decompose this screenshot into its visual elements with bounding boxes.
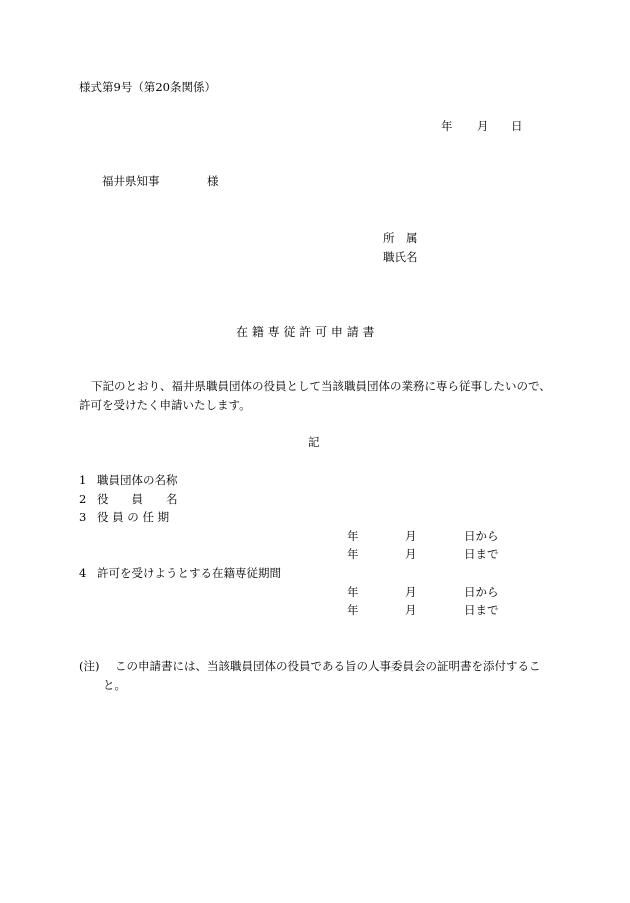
item-number: 3 bbox=[79, 510, 87, 524]
period-from-year: 年 bbox=[347, 585, 359, 599]
period-from-day: 日から bbox=[464, 585, 499, 599]
term-to-day: 日まで bbox=[464, 547, 499, 561]
affiliation-label: 所 属 bbox=[383, 231, 418, 245]
date-year: 年 bbox=[441, 119, 453, 133]
date-month: 月 bbox=[477, 119, 489, 133]
period-to-month: 月 bbox=[405, 603, 417, 617]
note-line-2: と。 bbox=[103, 678, 126, 692]
body-line-2: 許可を受けたく申請いたします。 bbox=[79, 398, 251, 412]
item-number: 2 bbox=[79, 492, 87, 506]
ki-heading: 記 bbox=[308, 435, 320, 449]
addressee-name: 福井県知事 bbox=[102, 174, 160, 188]
item-label: 役 員 の 任 期 bbox=[97, 510, 170, 524]
term-from-year: 年 bbox=[347, 529, 359, 543]
term-from-month: 月 bbox=[405, 529, 417, 543]
item-label: 職員団体の名称 bbox=[97, 473, 178, 487]
body-line-1: 下記のとおり、福井県職員団体の役員として当該職員団体の業務に専ら従事したいので、 bbox=[91, 379, 551, 393]
term-from-day: 日から bbox=[464, 529, 499, 543]
name-label: 職氏名 bbox=[383, 250, 418, 264]
period-to-day: 日まで bbox=[464, 603, 499, 617]
note-marker: (注) bbox=[79, 659, 100, 673]
period-from-month: 月 bbox=[405, 585, 417, 599]
note-line-1: この申請書には、当該職員団体の役員である旨の人事委員会の証明書を添付するこ bbox=[115, 659, 541, 673]
item-label: 役 員 名 bbox=[97, 492, 178, 506]
item-label: 許可を受けようとする在籍専従期間 bbox=[97, 566, 281, 580]
term-to-year: 年 bbox=[347, 547, 359, 561]
term-to-month: 月 bbox=[405, 547, 417, 561]
period-to-year: 年 bbox=[347, 603, 359, 617]
form-number: 様式第9号（第20条関係） bbox=[79, 80, 216, 94]
date-day: 日 bbox=[511, 119, 523, 133]
document-title: 在 籍 専 従 許 可 申 請 書 bbox=[236, 325, 375, 339]
addressee-honorific: 様 bbox=[207, 174, 219, 188]
item-number: 4 bbox=[79, 566, 87, 580]
item-number: 1 bbox=[79, 473, 87, 487]
